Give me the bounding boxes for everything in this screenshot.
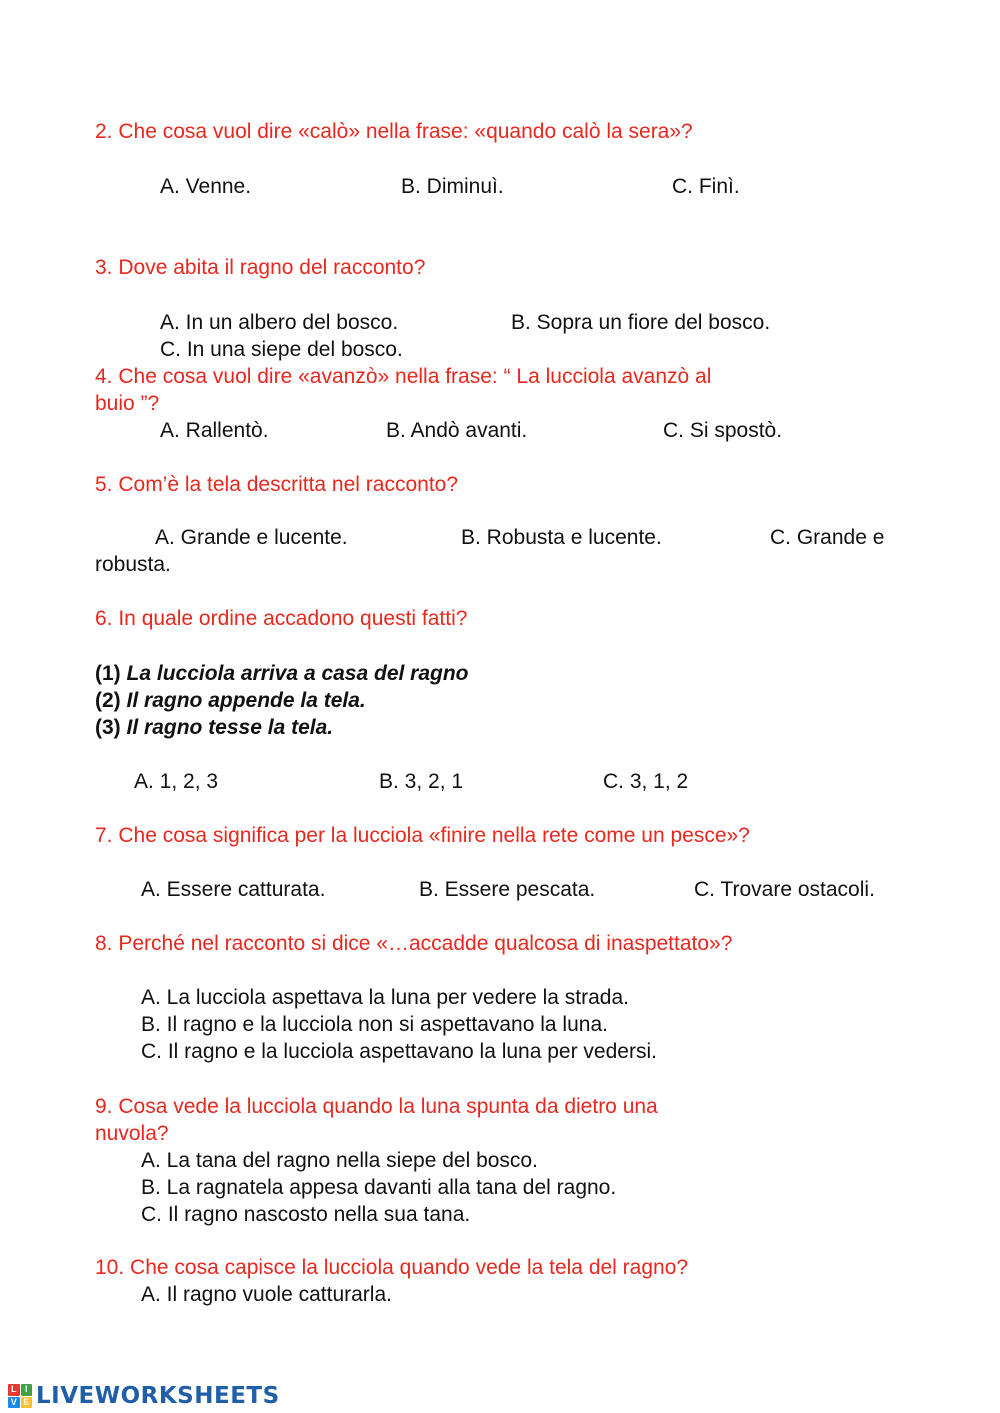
question-4-option-b[interactable]: B. Andò avanti. (386, 419, 528, 442)
question-2-option-a[interactable]: A. Venne. (160, 175, 252, 198)
question-4-text-line2: buio ”? (95, 392, 160, 415)
question-3-option-b[interactable]: B. Sopra un fiore del bosco. (511, 311, 771, 334)
question-9-option-a[interactable]: A. La tana del ragno nella siepe del bosco. (141, 1149, 538, 1172)
question-6-fact-3 (95, 714, 333, 741)
liveworksheets-logo[interactable] (8, 1381, 280, 1411)
question-7-text: 7. Che cosa significa per la lucciola «finire nella rete come un pesce»? (95, 824, 750, 847)
question-2-option-b[interactable]: B. Diminuì. (401, 175, 504, 198)
fact-1-text: La lucciola arriva a casa del ragno (126, 662, 469, 685)
question-5-text: 5. Com’è la tela descritta nel racconto? (95, 473, 459, 496)
liveworksheets-logo-icon (8, 1384, 32, 1408)
fact-3-text: Il ragno tesse la tela. (126, 716, 334, 739)
question-2-text: 2. Che cosa vuol dire «calò» nella frase: «quando calò la sera»? (95, 120, 693, 143)
fact-2-text: Il ragno appende la tela. (126, 689, 366, 712)
fact-3-number: (3) (95, 716, 121, 739)
question-4-option-c[interactable]: C. Si spostò. (663, 419, 783, 442)
question-9-text-line1: 9. Cosa vede la lucciola quando la luna spunta da dietro una (95, 1095, 658, 1118)
question-9-text-line2: nuvola? (95, 1122, 169, 1145)
question-4-text-line1: 4. Che cosa vuol dire «avanzò» nella frase: “ La lucciola avanzò al (95, 365, 712, 388)
liveworksheets-logo-text: LIVEWORKSHEETS (36, 1383, 280, 1409)
question-6-fact-2 (95, 687, 366, 714)
logo-tile-v: V (8, 1397, 20, 1409)
question-6-text: 6. In quale ordine accadono questi fatti? (95, 607, 468, 630)
question-5-option-c-line1[interactable]: C. Grande e (770, 526, 885, 549)
question-9-option-b[interactable]: B. La ragnatela appesa davanti alla tana del ragno. (141, 1176, 617, 1199)
question-8-option-c[interactable]: C. Il ragno e la lucciola aspettavano la luna per vedersi. (141, 1040, 657, 1063)
question-2-option-c[interactable]: C. Finì. (672, 175, 740, 198)
question-8-option-b[interactable]: B. Il ragno e la lucciola non si aspettavano la luna. (141, 1013, 608, 1036)
logo-tile-i: I (21, 1384, 33, 1396)
question-8-option-a[interactable]: A. La lucciola aspettava la luna per vedere la strada. (141, 986, 629, 1009)
question-10-option-a[interactable]: A. Il ragno vuole catturarla. (141, 1283, 392, 1306)
fact-1-number: (1) (95, 662, 121, 685)
logo-tile-e: E (21, 1397, 33, 1409)
question-6-option-a[interactable]: A. 1, 2, 3 (134, 770, 219, 793)
question-7-option-a[interactable]: A. Essere catturata. (141, 878, 326, 901)
question-10-text: 10. Che cosa capisce la lucciola quando vede la tela del ragno? (95, 1256, 689, 1279)
question-7-option-c[interactable]: C. Trovare ostacoli. (694, 878, 875, 901)
question-6-option-c[interactable]: C. 3, 1, 2 (603, 770, 689, 793)
question-8-text: 8. Perché nel racconto si dice «…accadde qualcosa di inaspettato»? (95, 932, 733, 955)
logo-tile-l: L (8, 1384, 20, 1396)
question-7-option-b[interactable]: B. Essere pescata. (419, 878, 596, 901)
question-5-option-c-line2[interactable]: robusta. (95, 553, 171, 576)
question-5-option-b[interactable]: B. Robusta e lucente. (461, 526, 662, 549)
fact-2-number: (2) (95, 689, 121, 712)
question-4-option-a[interactable]: A. Rallentò. (160, 419, 269, 442)
question-5-option-a[interactable]: A. Grande e lucente. (155, 526, 348, 549)
question-3-option-c[interactable]: C. In una siepe del bosco. (160, 338, 403, 361)
question-6-fact-1 (95, 660, 469, 687)
question-3-text: 3. Dove abita il ragno del racconto? (95, 256, 426, 279)
question-6-option-b[interactable]: B. 3, 2, 1 (379, 770, 464, 793)
question-9-option-c[interactable]: C. Il ragno nascosto nella sua tana. (141, 1203, 471, 1226)
question-3-option-a[interactable]: A. In un albero del bosco. (160, 311, 399, 334)
